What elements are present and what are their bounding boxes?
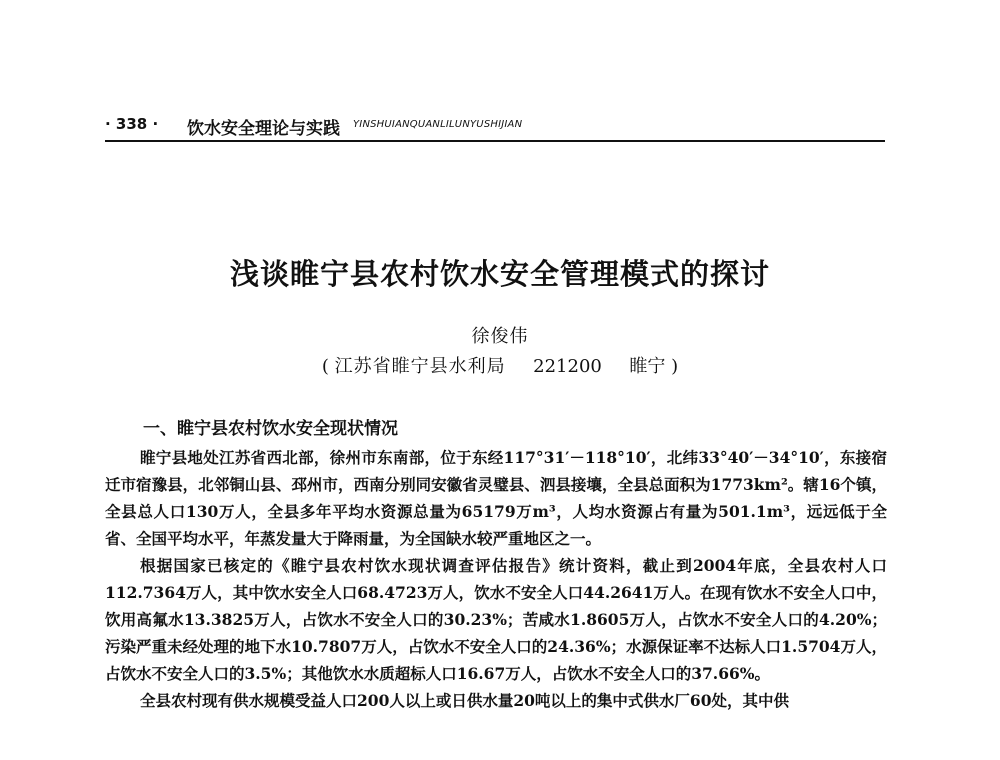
author-affiliation bbox=[0, 352, 1000, 378]
affiliation-close-paren: ) bbox=[671, 356, 679, 377]
section-body bbox=[105, 444, 887, 714]
body-paragraph: 全县农村现有供水规模受益人口200人以上或日供水量20吨以上的集中式供水厂60处，其中供 bbox=[140, 691, 789, 710]
header-rule bbox=[105, 140, 885, 142]
journal-title: 饮水安全理论与实践 bbox=[187, 119, 340, 139]
affiliation-open-paren: ( bbox=[321, 356, 329, 377]
running-header bbox=[105, 112, 885, 138]
author-name: 徐俊伟 bbox=[471, 326, 529, 347]
page-number: · 338 · bbox=[105, 115, 159, 133]
section-heading: 一、睢宁县农村饮水安全现状情况 bbox=[143, 419, 398, 439]
body-paragraph: 睢宁县地处江苏省西北部，徐州市东南部，位于东经117°31′－118°10′，北纬33°40′－34°10′，东接宿迁市宿豫县，北邻铜山县、邳州市，西南分别同安徽省灵璧县、泗县接壤，全县总面积为1773km²。辖16个镇，全县总人口130万人，全县多年平均水资源总量为65179万m³，人均水资源占有量为501.1m³，远远低于全省、全国平均水平，年蒸发量大于降雨量，为全国缺水较严重地区之一。 bbox=[105, 448, 887, 548]
affiliation-postcode: 221200 bbox=[533, 356, 602, 377]
body-paragraph: 根据国家已核定的《睢宁县农村饮水现状调查评估报告》统计资料，截止到2004年底，全县农村人口112.7364万人，其中饮水安全人口68.4723万人，饮水不安全人口44.2641万人。在现有饮水不安全人口中，饮用高氟水13.3825万人，占饮水不安全人口的30.23%；苦咸水1.8605万人，占饮水不安全人口的4.20%；污染严重未经处理的地下水10.7807万人，占饮水不安全人口的24.36%；水源保证率不达标人口1.5704万人，占饮水不安全人口的3.5%；其他饮水水质超标人口16.67万人，占饮水不安全人口的37.66%。 bbox=[105, 556, 887, 683]
journal-title-pinyin: YINSHUIANQUANLILUNYUSHIJIAN bbox=[353, 119, 523, 130]
affiliation-institution: 江苏省睢宁县水利局 bbox=[334, 356, 506, 377]
affiliation-city: 睢宁 bbox=[629, 356, 666, 377]
article-title: 浅谈睢宁县农村饮水安全管理模式的探讨 bbox=[229, 257, 770, 291]
